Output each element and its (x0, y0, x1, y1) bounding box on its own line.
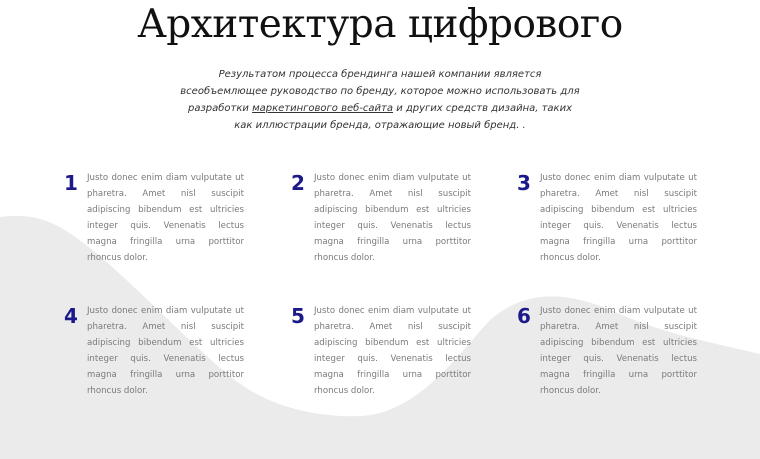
feature-number: 6 (517, 304, 531, 328)
marketing-website-link[interactable]: маркетингового веб-сайта (252, 103, 394, 114)
feature-description: Justo donec enim diam vulputate ut pharetra. Amet nisl suscipit adipiscing bibendum est ultricies integer quis. Venenatis lectus magna fringilla urna porttitor rhoncus dolor. (314, 173, 471, 263)
feature-description: Justo donec enim diam vulputate ut pharetra. Amet nisl suscipit adipiscing bibendum est ultricies integer quis. Venenatis lectus magna fringilla urna porttitor rhoncus dolor. (87, 306, 244, 396)
feature-item-1 (60, 170, 260, 263)
intro-text-after: и других средств дизайна, таких как иллюстрации бренда, отражающие новый бренд. . (234, 103, 572, 131)
feature-item-6 (513, 303, 713, 396)
feature-description: Justo donec enim diam vulputate ut pharetra. Amet nisl suscipit adipiscing bibendum est ultricies integer quis. Venenatis lectus magna fringilla urna porttitor rhoncus dolor. (540, 306, 697, 396)
feature-item-2 (287, 170, 487, 263)
feature-number: 3 (517, 171, 531, 195)
intro-text-before: Результатом процесса брендинга нашей компании является всеобъемлющее руководство по бренду, которое можно использовать для разработки (180, 69, 580, 114)
feature-description: Justo donec enim diam vulputate ut pharetra. Amet nisl suscipit adipiscing bibendum est ultricies integer quis. Venenatis lectus magna fringilla urna porttitor rhoncus dolor. (540, 173, 697, 263)
feature-number: 1 (64, 171, 78, 195)
feature-description: Justo donec enim diam vulputate ut pharetra. Amet nisl suscipit adipiscing bibendum est ultricies integer quis. Venenatis lectus magna fringilla urna porttitor rhoncus dolor. (87, 173, 244, 263)
feature-number: 5 (291, 304, 305, 328)
feature-number: 2 (291, 171, 305, 195)
feature-item-3 (513, 170, 713, 263)
intro-paragraph (180, 66, 580, 134)
feature-item-4 (60, 303, 260, 396)
feature-number: 4 (64, 304, 78, 328)
feature-item-5 (287, 303, 487, 396)
page-title: Архитектура цифрового (137, 2, 623, 47)
feature-description: Justo donec enim diam vulputate ut pharetra. Amet nisl suscipit adipiscing bibendum est ultricies integer quis. Venenatis lectus magna fringilla urna porttitor rhoncus dolor. (314, 306, 471, 396)
